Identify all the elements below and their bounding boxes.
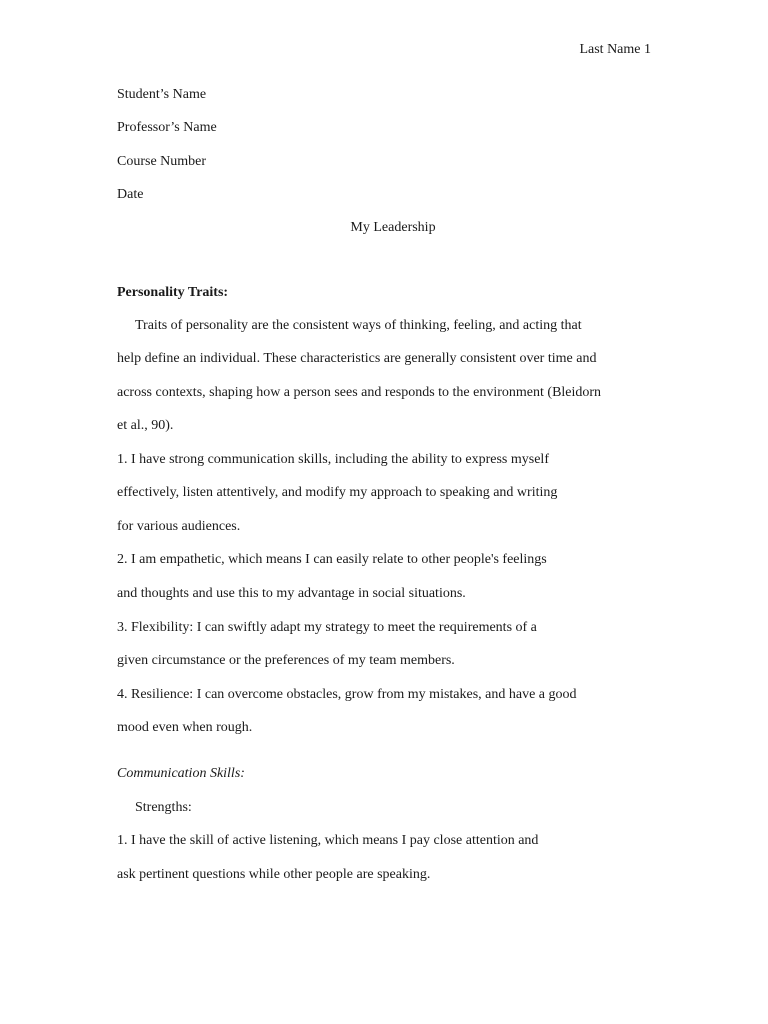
list-item-line: given circumstance or the preferences of my team members. <box>117 653 455 668</box>
running-head: Last Name 1 <box>579 42 651 57</box>
paragraph-line: et al., 90). <box>117 418 174 433</box>
document-title: My Leadership <box>350 220 436 235</box>
professor-name: Professor’s Name <box>117 120 217 135</box>
list-item-line: 2. I am empathetic, which means I can easily relate to other people's feelings <box>117 552 547 567</box>
list-item-line: mood even when rough. <box>117 720 253 735</box>
list-item-line: 1. I have the skill of active listening, which means I pay close attention and <box>117 833 539 848</box>
subheading-strengths: Strengths: <box>135 800 192 815</box>
list-item-line: and thoughts and use this to my advantage in social situations. <box>117 586 466 601</box>
section-heading-communication: Communication Skills: <box>117 766 245 781</box>
section-heading-personality: Personality Traits: <box>117 285 229 300</box>
paragraph-line: across contexts, shaping how a person sees and responds to the environment (Bleidorn <box>117 385 602 400</box>
student-name: Student’s Name <box>117 87 207 102</box>
list-item-line: 3. Flexibility: I can swiftly adapt my strategy to meet the requirements of a <box>117 620 537 635</box>
list-item-line: ask pertinent questions while other people are speaking. <box>117 867 431 882</box>
list-item-line: effectively, listen attentively, and modify my approach to speaking and writing <box>117 485 558 500</box>
date: Date <box>117 187 144 202</box>
paragraph-line: help define an individual. These characteristics are generally consistent over time and <box>117 351 597 366</box>
list-item-line: 1. I have strong communication skills, including the ability to express myself <box>117 452 549 467</box>
list-item-line: 4. Resilience: I can overcome obstacles, grow from my mistakes, and have a good <box>117 687 577 702</box>
list-item-line: for various audiences. <box>117 519 241 534</box>
course-number: Course Number <box>117 154 207 169</box>
paragraph-line: Traits of personality are the consistent ways of thinking, feeling, and acting that <box>135 318 582 333</box>
